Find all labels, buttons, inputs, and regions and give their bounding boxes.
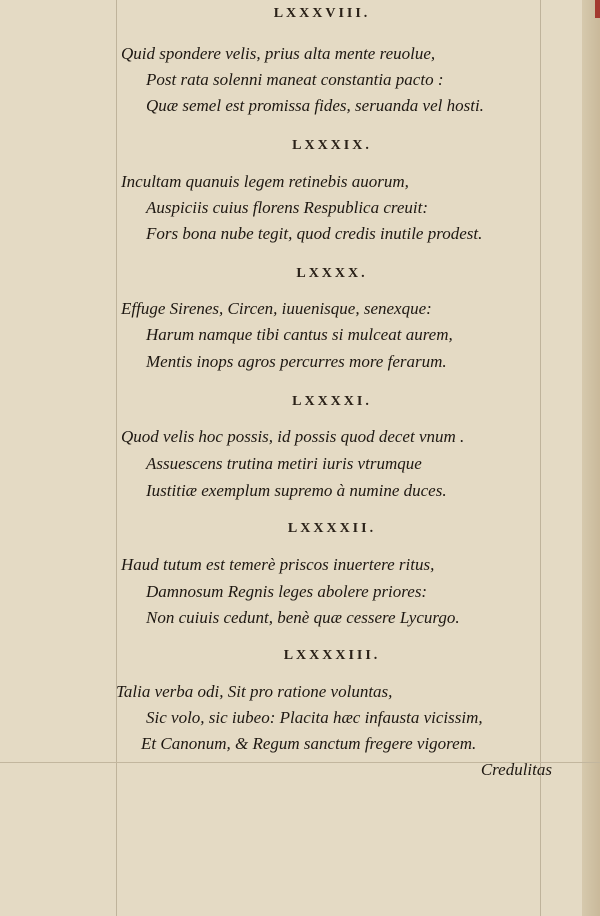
- verse-line: Et Canonum, & Regum sanctum fregere vigorem.: [141, 734, 477, 753]
- section-heading: LXXXIX.: [292, 138, 372, 153]
- verse-line: Mentis inops agros percurres more ferarum.: [146, 352, 447, 371]
- section-heading: LXXXX.: [296, 266, 368, 281]
- verse-line: Damnosum Regnis leges abolere priores:: [146, 582, 428, 601]
- verse-line: Sic volo, sic iubeo: Placita hæc infausta vicissim,: [146, 708, 483, 727]
- catchword: Credulitas: [480, 760, 552, 779]
- verse-line: Post rata solenni maneat constantia pacto :: [146, 70, 444, 89]
- verse-line: Effuge Sirenes, Circen, iuuenisque, senexque:: [121, 299, 432, 318]
- verse-line: Quid spondere velis, prius alta mente reuolue,: [121, 44, 436, 63]
- verse-line: Haud tutum est temerè priscos inuertere ritus,: [121, 555, 435, 574]
- verse-line: Quod velis hoc possis, id possis quod decet vnum .: [121, 427, 465, 446]
- section-heading: LXXXVIII.: [273, 6, 371, 21]
- verse-line: Auspiciis cuius florens Respublica creuit:: [146, 198, 429, 217]
- verse-line: Non cuiuis cedunt, benè quæ cessere Lycurgo.: [146, 608, 460, 627]
- section-heading: LXXXXIII.: [283, 648, 381, 663]
- verse-line: Harum namque tibi cantus si mulceat aurem,: [146, 325, 453, 344]
- verse-line: Fors bona nube tegit, quod credis inutile prodest.: [146, 224, 483, 243]
- verse-line: Assuescens trutina metiri iuris vtrumque: [146, 454, 422, 473]
- section-heading: LXXXXI.: [292, 394, 372, 409]
- section-heading: LXXXXII.: [287, 521, 377, 536]
- verse-line: Incultam quanuis legem retinebis auorum,: [121, 172, 409, 191]
- verse-line: Talia verba odi, Sit pro ratione voluntas,: [116, 682, 393, 701]
- verse-line: Quæ semel est promissa fides, seruanda vel hosti.: [146, 96, 484, 115]
- verse-line: Iustitiæ exemplum supremo à numine duces.: [146, 481, 447, 500]
